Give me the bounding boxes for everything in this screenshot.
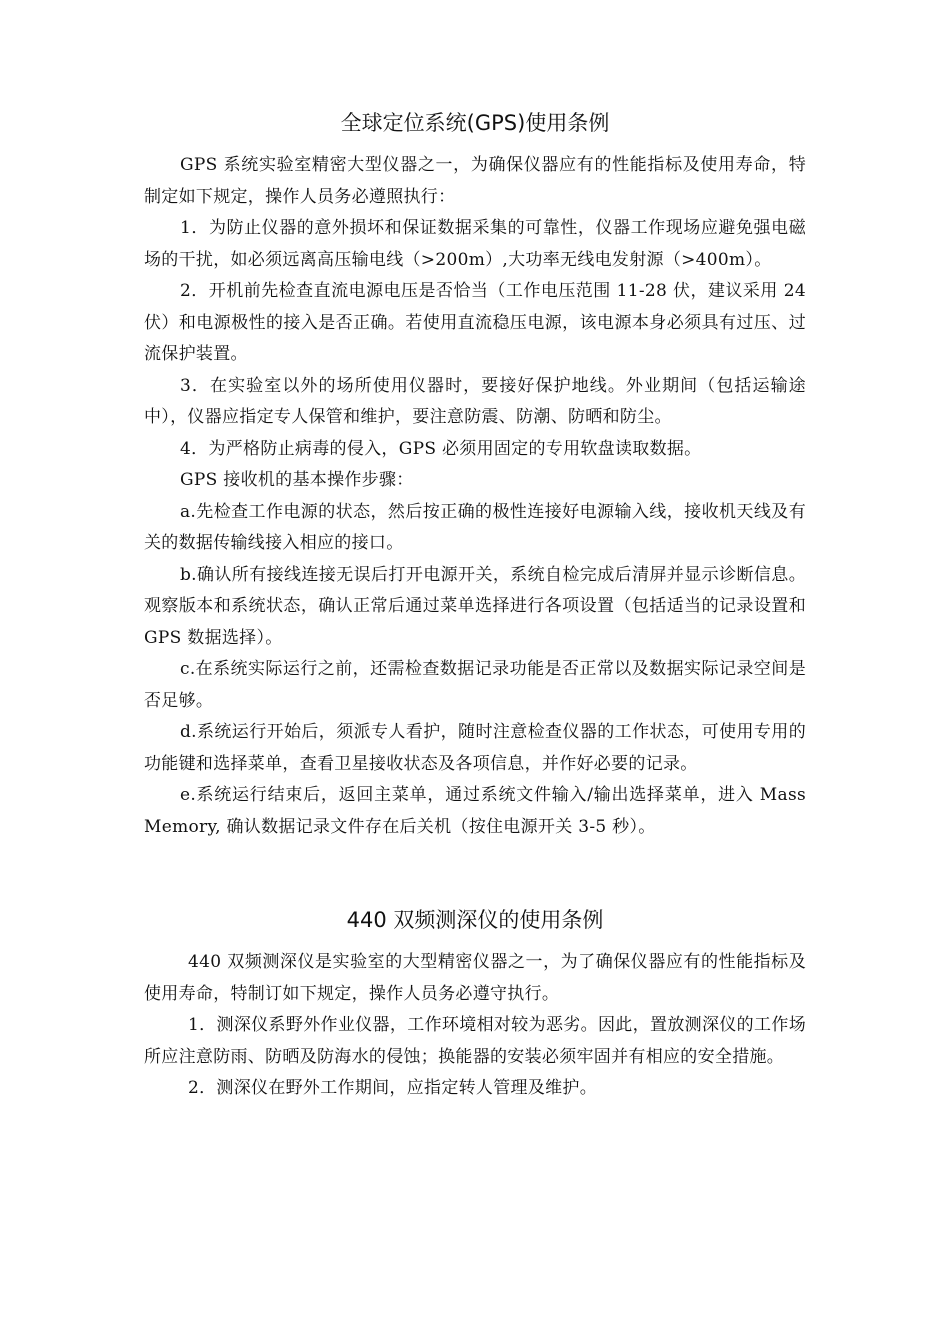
gps-rule-2: 2．开机前先检查直流电源电压是否恰当（工作电压范围 11-28 伏，建议采用 24 伏）和电源极性的接入是否正确。若使用直流稳压电源，该电源本身必须具有过压、过流保护装置。 [144,281,806,364]
gps-step-e: e.系统运行结束后，返回主菜单，通过系统文件输入/输出选择菜单，进入 Mass Memory, 确认数据记录文件存在后关机（按住电源开关 3-5 秒）。 [144,785,806,837]
gps-rule-4: 4．为严格防止病毒的侵入，GPS 必须用固定的专用软盘读取数据。 [180,438,702,459]
gps-step-c: c.在系统实际运行之前，还需检查数据记录功能是否正常以及数据实际记录空间是否足够。 [144,659,806,711]
gps-intro: GPS 系统实验室精密大型仪器之一，为确保仪器应有的性能指标及使用寿命，特制定如下规定，操作人员务必遵照执行： [144,155,806,207]
gps-step-a: a.先检查工作电源的状态，然后按正确的极性连接好电源输入线，接收机天线及有关的数据传输线接入相应的接口。 [144,501,806,553]
gps-step-d: d.系统运行开始后，须派专人看护，随时注意检查仪器的工作状态，可使用专用的功能键和选择菜单，查看卫星接收状态及各项信息，并作好必要的记录。 [144,722,806,774]
gps-rule-1: 1．为防止仪器的意外损坏和保证数据采集的可靠性，仪器工作现场应避免强电磁场的干扰，如必须远离高压输电线（>200m）,大功率无线电发射源（>400m）。 [144,218,806,270]
sounder-intro: 440 双频测深仪是实验室的大型精密仪器之一，为了确保仪器应有的性能指标及使用寿命，特制订如下规定，操作人员务必遵守执行。 [144,952,806,1004]
section-divider-space [144,843,806,905]
gps-step-b: b.确认所有接线连接无误后打开电源开关，系统自检完成后清屏并显示诊断信息。观察版本和系统状态，确认正常后通过菜单选择进行各项设置（包括适当的记录设置和 GPS 数据选择）。 [144,564,806,648]
gps-title: 全球定位系统(GPS)使用条例 [340,111,610,135]
sounder-rule-2: 2．测深仪在野外工作期间，应指定转人管理及维护。 [188,1078,598,1098]
sounder-title: 440 双频测深仪的使用条例 [346,908,604,932]
gps-steps-heading: GPS 接收机的基本操作步骤： [180,470,414,490]
sounder-rule-1: 1．测深仪系野外作业仪器，工作环境相对较为恶劣。因此，置放测深仪的工作场所应注意防雨、防晒及防海水的侵蚀；换能器的安装必须牢固并有相应的安全措施。 [144,1015,806,1067]
document-page [144,108,806,1105]
gps-rule-3: 3．在实验室以外的场所使用仪器时，要接好保护地线。外业期间（包括运输途中），仪器应指定专人保管和维护，要注意防震、防潮、防晒和防尘。 [144,375,806,427]
